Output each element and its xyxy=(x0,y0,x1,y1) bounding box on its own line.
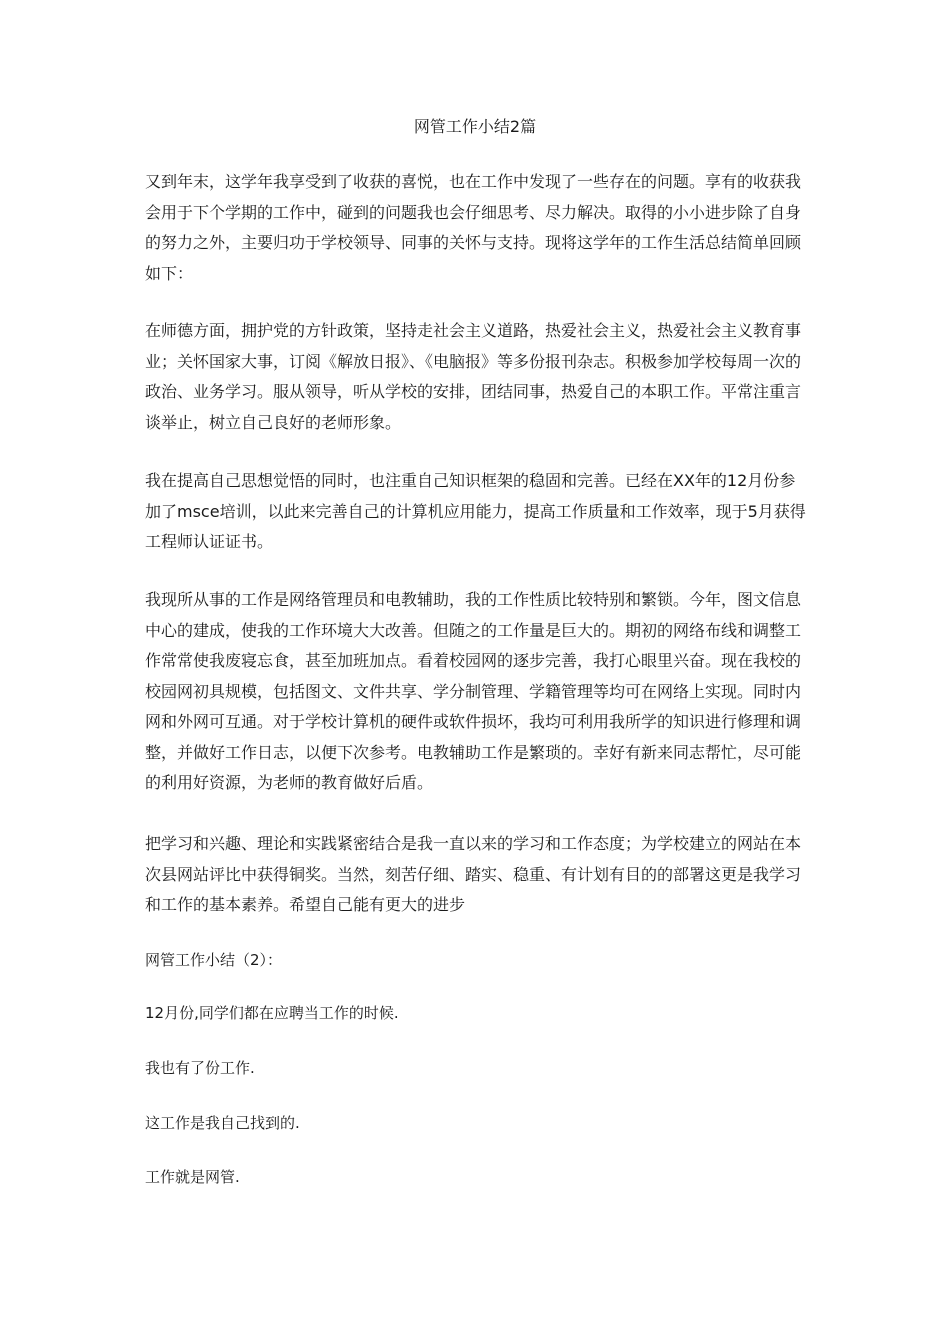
paragraph-work: 我现所从事的工作是网络管理员和电教辅助，我的工作性质比较特别和繁锁。今年，图文信息中心的建成，使我的工作环境大大改善。但随之的工作量是巨大的。期初的网络布线和调整工作常常使我废寝忘食，甚至加班加点。看着校园网的逐步完善，我打心眼里兴奋。现在我校的校园网初具规模，包括图文、文件共享、学分制管理、学籍管理等均可在网络上实现。同时内网和外网可互通。对于学校计算机的硬件或软件损坏，我均可利用我所学的知识进行修理和调整，并做好工作日志，以便下次参考。电教辅助工作是繁琐的。幸好有新来同志帮忙，尽可能的利用好资源，为老师的教育做好后盾。 xyxy=(145,590,802,792)
paragraph-intro: 又到年末，这学年我享受到了收获的喜悦，也在工作中发现了一些存在的问题。享有的收获我会用于下个学期的工作中，碰到的问题我也会仔细思考、尽力解决。取得的小小进步除了自身的努力之外，主要归功于学校领导、同事的关怀与支持。现将这学年的工作生活总结简单回顾如下： xyxy=(145,172,802,283)
paragraph-ethics: 在师德方面，拥护党的方针政策，坚持走社会主义道路，热爱社会主义，热爱社会主义教育事业；关怀国家大事，订阅《解放日报》、《电脑报》等多份报刊杂志。积极参加学校每周一次的政治、业务学习。服从领导，听从学校的安排，团结同事，热爱自己的本职工作。平常注重言谈举止，树立自己良好的老师形象。 xyxy=(145,321,802,432)
short-line: 我也有了份工作. xyxy=(145,1059,255,1077)
short-line: 这工作是我自己找到的. xyxy=(145,1114,300,1132)
section-2-heading: 网管工作小结（2）： xyxy=(145,951,283,969)
paragraph-training: 我在提高自己思想觉悟的同时，也注重自己知识框架的稳固和完善。已经在XX年的12月份参加了msce培训，以此来完善自己的计算机应用能力，提高工作质量和工作效率，现于5月获得工程师认证证书。 xyxy=(145,471,806,551)
short-line: 工作就是网管. xyxy=(145,1168,240,1186)
document-title: 网管工作小结2篇 xyxy=(413,117,537,136)
short-line: 12月份,同学们都在应聘当工作的时候. xyxy=(145,1004,399,1022)
paragraph-attitude: 把学习和兴趣、理论和实践紧密结合是我一直以来的学习和工作态度；为学校建立的网站在本次县网站评比中获得铜奖。当然，刻苦仔细、踏实、稳重、有计划有目的的部署这更是我学习和工作的基本素养。希望自己能有更大的进步 xyxy=(145,834,802,914)
